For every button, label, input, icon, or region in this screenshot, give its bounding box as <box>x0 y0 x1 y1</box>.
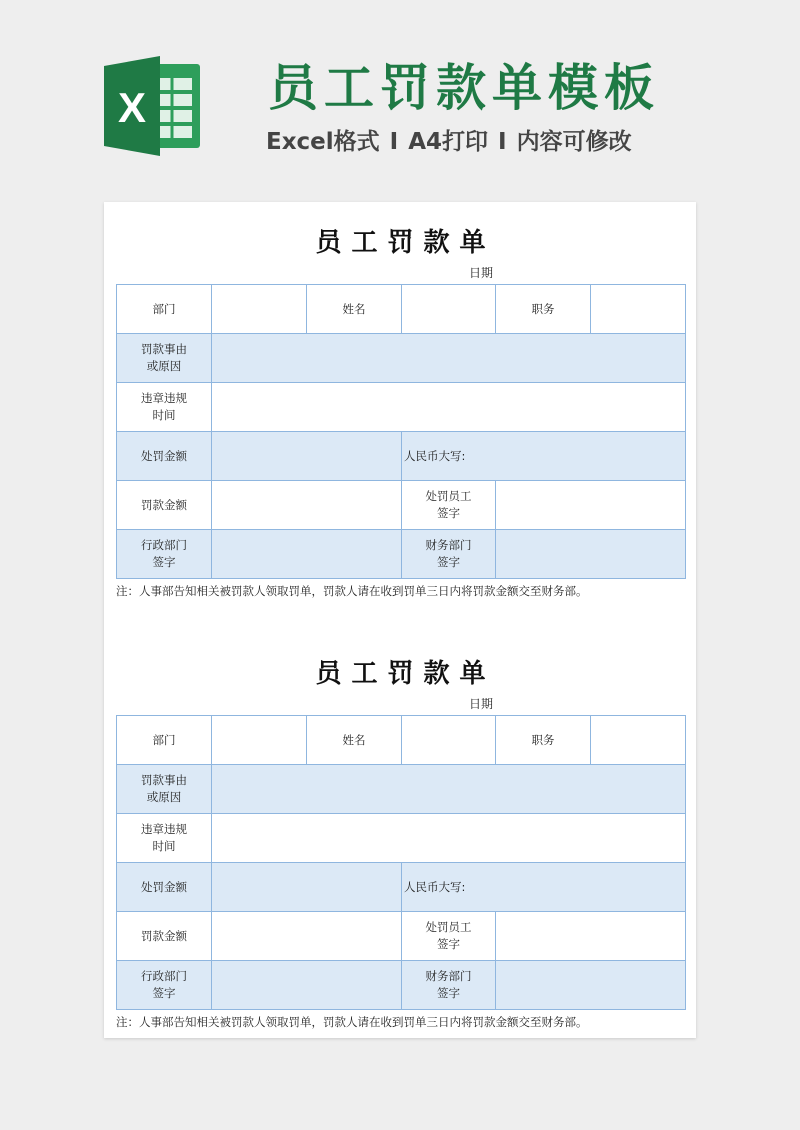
table-row <box>117 912 686 961</box>
form-note: 注：人事部告知相关被罚款人领取罚单，罚款人请在收到罚单三日内将罚款金额交至财务部。 <box>116 584 588 598</box>
admin-dept-sign-field[interactable] <box>212 961 402 1010</box>
position-field[interactable] <box>591 285 686 334</box>
violation-time-label: 违章违规 时间 <box>117 383 212 432</box>
name-label: 姓名 <box>307 285 402 334</box>
main-title: 员工罚款单模板 <box>268 59 660 117</box>
date-label: 日期 <box>469 266 494 280</box>
name-label: 姓名 <box>307 716 402 765</box>
finance-dept-sign-label: 财务部门 签字 <box>402 530 496 579</box>
rmb-uppercase-label[interactable]: 人民币大写: <box>402 432 686 481</box>
violation-time-label: 违章违规 时间 <box>117 814 212 863</box>
fine-form-2 <box>116 655 685 1030</box>
date-label: 日期 <box>469 697 494 711</box>
reason-label: 罚款事由 或原因 <box>117 334 212 383</box>
position-field[interactable] <box>591 716 686 765</box>
department-label: 部门 <box>117 285 212 334</box>
table-row <box>117 961 686 1010</box>
subtitle <box>266 126 632 158</box>
admin-dept-sign-label: 行政部门 签字 <box>117 961 212 1010</box>
subtitle-editable: 内容可修改 <box>516 129 632 155</box>
subtitle-separator: I <box>498 129 507 155</box>
form-note: 注：人事部告知相关被罚款人领取罚单，罚款人请在收到罚单三日内将罚款金额交至财务部。 <box>116 1015 588 1029</box>
penalized-employee-sign-label: 处罚员工 签字 <box>402 481 496 530</box>
reason-field[interactable] <box>212 765 686 814</box>
page-header <box>0 0 800 195</box>
position-label: 职务 <box>496 285 591 334</box>
department-field[interactable] <box>212 716 307 765</box>
date-row <box>116 693 685 715</box>
table-row <box>117 285 686 334</box>
date-row <box>116 262 685 284</box>
fine-amount-field[interactable] <box>212 481 402 530</box>
table-row <box>117 863 686 912</box>
department-label: 部门 <box>117 716 212 765</box>
subtitle-separator: I <box>389 129 399 155</box>
penalty-amount-label: 处罚金额 <box>117 863 212 912</box>
department-field[interactable] <box>212 285 307 334</box>
excel-logo-icon <box>104 56 202 156</box>
fine-table <box>116 715 686 1010</box>
document-page <box>104 202 696 1038</box>
fine-amount-label: 罚款金额 <box>117 481 212 530</box>
table-row <box>117 432 686 481</box>
subtitle-print: A4打印 <box>408 129 489 155</box>
reason-label: 罚款事由 或原因 <box>117 765 212 814</box>
table-row <box>117 814 686 863</box>
table-row <box>117 765 686 814</box>
table-row <box>117 383 686 432</box>
table-row <box>117 530 686 579</box>
subtitle-format: Excel格式 <box>266 129 380 155</box>
penalized-employee-sign-field[interactable] <box>496 481 686 530</box>
penalized-employee-sign-label: 处罚员工 签字 <box>402 912 496 961</box>
rmb-uppercase-label[interactable]: 人民币大写: <box>402 863 686 912</box>
penalty-amount-label: 处罚金额 <box>117 432 212 481</box>
logo-letter: X <box>117 84 147 131</box>
table-row <box>117 481 686 530</box>
fine-amount-label: 罚款金额 <box>117 912 212 961</box>
form-title: 员工罚款单 <box>315 659 496 689</box>
form-title: 员工罚款单 <box>315 228 496 258</box>
penalty-amount-field[interactable] <box>212 432 402 481</box>
admin-dept-sign-label: 行政部门 签字 <box>117 530 212 579</box>
finance-dept-sign-label: 财务部门 签字 <box>402 961 496 1010</box>
fine-amount-field[interactable] <box>212 912 402 961</box>
admin-dept-sign-field[interactable] <box>212 530 402 579</box>
penalized-employee-sign-field[interactable] <box>496 912 686 961</box>
table-row <box>117 334 686 383</box>
finance-dept-sign-field[interactable] <box>496 961 686 1010</box>
violation-time-field[interactable] <box>212 383 686 432</box>
name-field[interactable] <box>402 716 496 765</box>
table-row <box>117 716 686 765</box>
violation-time-field[interactable] <box>212 814 686 863</box>
fine-table <box>116 284 686 579</box>
fine-form-1 <box>116 224 685 599</box>
reason-field[interactable] <box>212 334 686 383</box>
finance-dept-sign-field[interactable] <box>496 530 686 579</box>
name-field[interactable] <box>402 285 496 334</box>
position-label: 职务 <box>496 716 591 765</box>
penalty-amount-field[interactable] <box>212 863 402 912</box>
